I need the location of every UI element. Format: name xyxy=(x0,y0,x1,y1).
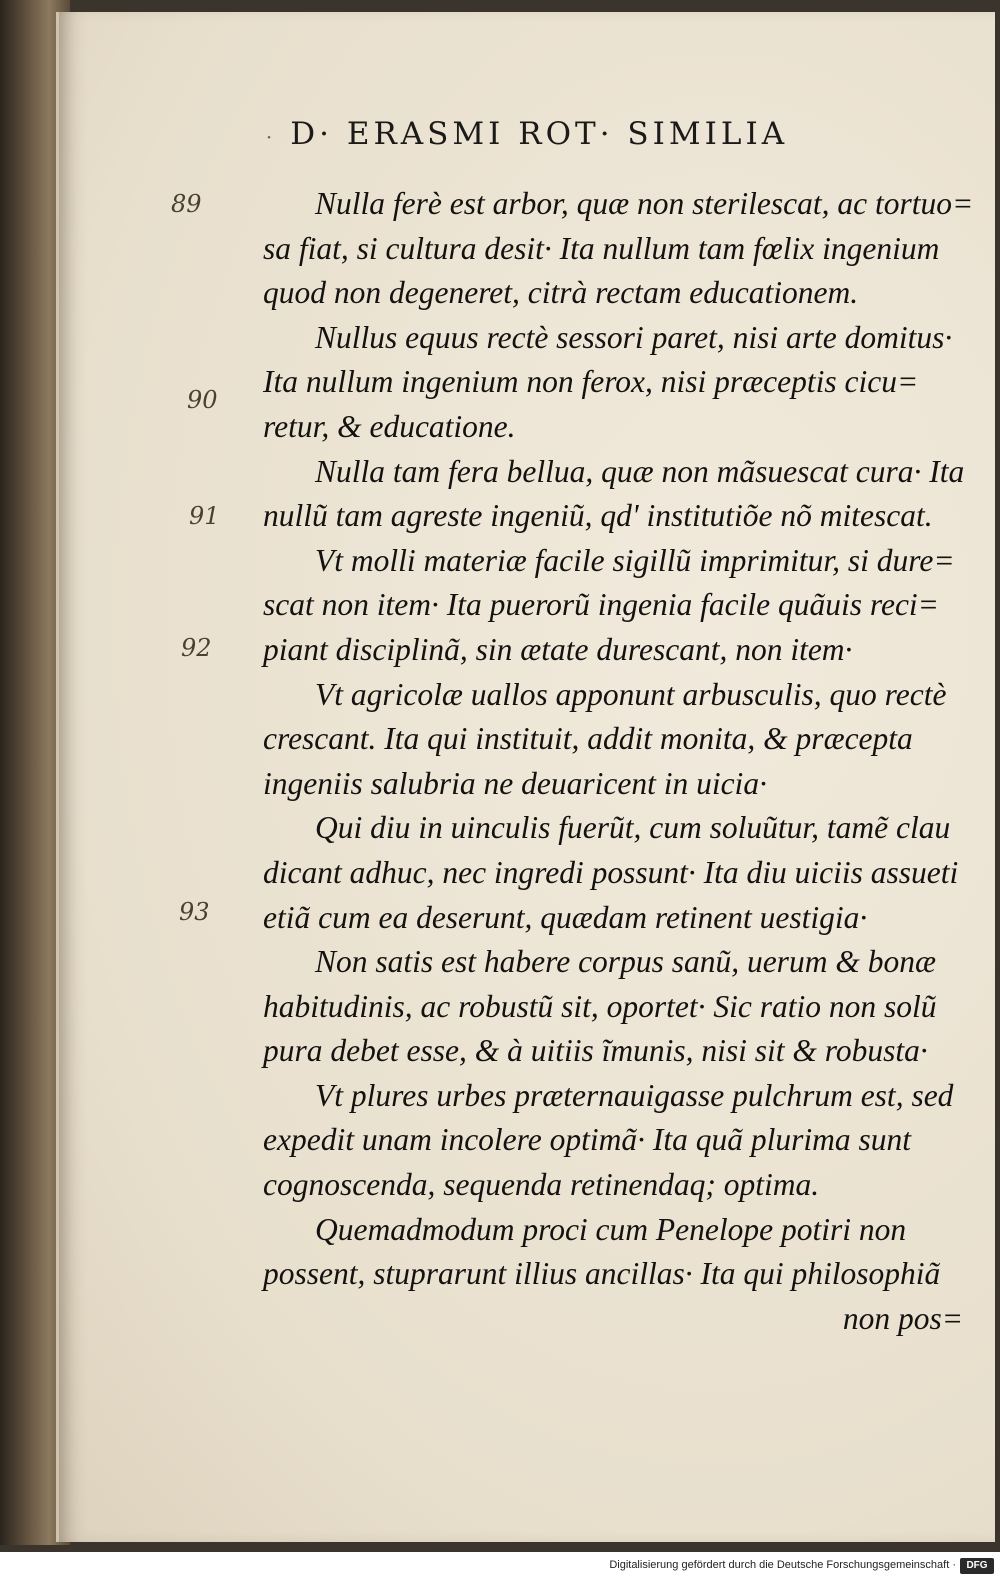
text-line: ingeniis salubria ne deuaricent in uicia· xyxy=(263,765,767,801)
header-ornament: · xyxy=(265,125,277,149)
text-line: Quemadmodum proci cum Penelope potiri non xyxy=(315,1211,907,1247)
text-line: Non satis est habere corpus sanũ, uerum & bonæ xyxy=(315,944,936,980)
text-line: Nulla ferè est arbor, quæ non sterilescat, ac tortuo= xyxy=(315,186,974,221)
text-line: etiã cum ea deserunt, quædam retinent uestigia· xyxy=(263,899,868,935)
text-line: expedit unam incolere optimã· Ita quã plurima sunt xyxy=(263,1122,911,1158)
text-line: sa fiat, si cultura desit· Ita nullum tam fœlix ingenium xyxy=(263,230,940,266)
text-line: Nullus equus rectè sessori paret, nisi arte domitus· xyxy=(315,319,953,355)
page-title: D· ERASMI ROT· SIMILIA xyxy=(290,116,789,152)
text-line: crescant. Ita qui instituit, addit monita, & præcepta xyxy=(263,721,913,757)
text-line: Vt molli materiæ facile sigillũ imprimitur, si dure= xyxy=(315,542,955,578)
margin-note-91: 91 xyxy=(189,502,220,530)
text-line: Ita nullum ingenium non ferox, nisi præceptis cicu= xyxy=(263,364,919,400)
dfg-logo: DFG xyxy=(960,1558,994,1574)
text-line: quod non degeneret, citrà rectam educationem. xyxy=(263,275,859,311)
catchword: non pos= xyxy=(842,1300,963,1336)
text-line: Nulla tam fera bellua, quæ non mãsuescat cura· Ita xyxy=(315,453,965,489)
text-line: Vt plures urbes præternauigasse pulchrum est, sed xyxy=(315,1077,954,1113)
text-line: nullũ tam agreste ingeniũ, qd' institutiõe nõ mitescat. xyxy=(263,498,933,534)
margin-note-90: 90 xyxy=(187,386,218,414)
funding-credit: Digitalisierung gefördert durch die Deutsche Forschungsgemeinschaft · xyxy=(609,1559,956,1571)
margin-note-89: 89 xyxy=(171,190,202,218)
text-line: habitudinis, ac robustũ sit, oportet· Sic ratio non solũ xyxy=(263,988,937,1024)
text-line: Vt agricolæ uallos apponunt arbusculis, quo rectè xyxy=(315,676,947,712)
body-text xyxy=(263,182,974,1341)
book-page xyxy=(56,12,995,1542)
text-line: scat non item· Ita puerorũ ingenia facile quãuis reci= xyxy=(263,587,939,623)
text-line: pura debet esse, & à uitiis ĩmunis, nisi sit & robusta· xyxy=(263,1033,928,1069)
running-header xyxy=(59,116,995,152)
text-line: piant disciplinã, sin ætate durescant, non item· xyxy=(263,631,853,667)
text-line: dicant adhuc, nec ingredi possunt· Ita diu uiciis assueti xyxy=(263,854,959,890)
margin-note-93: 93 xyxy=(179,898,210,926)
margin-note-92: 92 xyxy=(181,634,212,662)
text-line: retur, & educatione. xyxy=(263,408,516,444)
text-line: Qui diu in uinculis fuerũt, cum soluũtur, tamẽ clau xyxy=(315,810,951,846)
text-line: possent, stuprarunt illius ancillas· Ita qui philosophiã xyxy=(263,1256,941,1292)
digitization-footer xyxy=(0,1552,1000,1583)
text-line: cognoscenda, sequenda retinendaq; optima. xyxy=(263,1167,820,1203)
